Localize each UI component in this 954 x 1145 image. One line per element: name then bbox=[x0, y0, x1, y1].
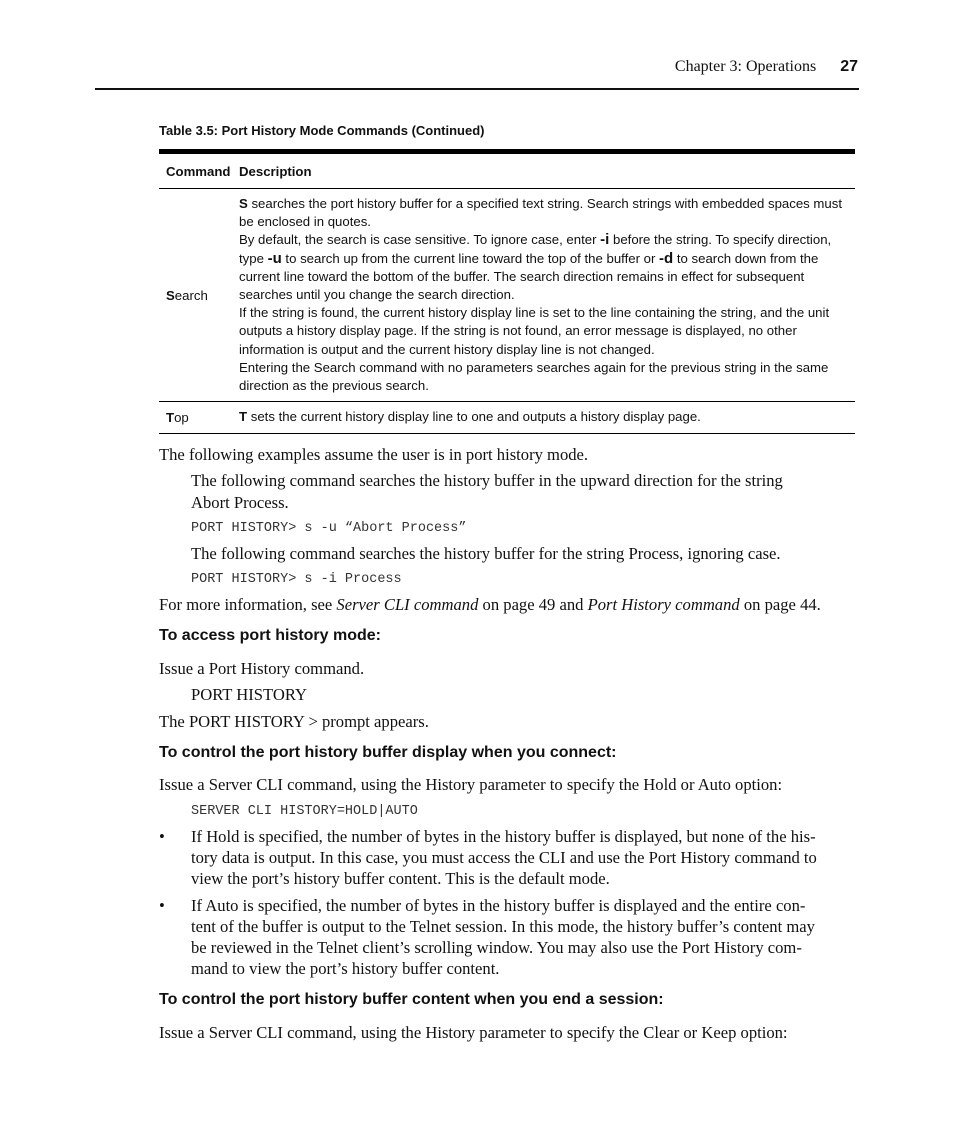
table-caption: Table 3.5: Port History Mode Commands (Continued) bbox=[159, 123, 485, 138]
text-run: searches the port history buffer for a specified text string. Search strings with embedded spaces must be enclosed in quotes. bbox=[239, 196, 843, 230]
bullet-text bbox=[191, 895, 859, 979]
bullet-line: view the port’s history buffer content. This is the default mode. bbox=[191, 869, 610, 888]
text-run: on page 49 and bbox=[478, 595, 588, 614]
header-command: Command bbox=[166, 163, 231, 179]
bold-term: S bbox=[239, 196, 248, 211]
command-rest: op bbox=[174, 410, 189, 425]
code-example: PORT HISTORY> s -u “Abort Process” bbox=[191, 521, 467, 536]
header-description: Description bbox=[239, 163, 312, 179]
table-row bbox=[159, 189, 855, 402]
page-header bbox=[675, 58, 858, 76]
body-paragraph: Abort Process. bbox=[191, 493, 289, 512]
bold-term: -i bbox=[600, 231, 610, 249]
text-run: before the string. To specify direction, type bbox=[239, 232, 832, 266]
header-rule bbox=[95, 88, 859, 90]
text-run: For more information, see bbox=[159, 595, 337, 614]
body-paragraph: Issue a Server CLI command, using the History parameter to specify the Hold or Auto option: bbox=[159, 775, 783, 794]
bullet-line: If Auto is specified, the number of bytes in the history buffer is displayed and the entire con- bbox=[191, 896, 806, 915]
body-paragraph: Issue a Port History command. bbox=[159, 659, 365, 678]
bullet-item bbox=[159, 895, 859, 979]
description-paragraph bbox=[239, 408, 701, 426]
text-run: sets the current history display line to one and outputs a history display page. bbox=[247, 409, 701, 425]
description-paragraph bbox=[239, 359, 849, 395]
bullet-line: be reviewed in the Telnet client’s scrolling window. You may also use the Port History com- bbox=[191, 938, 802, 957]
section-heading: To control the port history buffer display when you connect: bbox=[159, 744, 617, 761]
cross-reference: Server CLI command bbox=[336, 595, 479, 614]
description-cell bbox=[239, 189, 855, 401]
bold-term: -d bbox=[659, 249, 674, 267]
bullet-line: tory data is output. In this case, you must access the CLI and use the Port History command to bbox=[191, 848, 817, 867]
bullet-marker: • bbox=[159, 827, 165, 846]
command-cell bbox=[159, 402, 239, 433]
table-header-row bbox=[159, 154, 855, 189]
body-paragraph: The following command searches the history buffer in the upward direction for the string bbox=[191, 471, 783, 490]
body-paragraph: The PORT HISTORY > prompt appears. bbox=[159, 712, 429, 731]
body-paragraph: The following examples assume the user is in port history mode. bbox=[159, 445, 589, 464]
description-cell bbox=[239, 402, 855, 433]
bullet-text bbox=[191, 826, 859, 889]
description-paragraph bbox=[239, 231, 849, 304]
section-heading: To access port history mode: bbox=[159, 627, 381, 644]
code-example: SERVER CLI HISTORY=HOLD|AUTO bbox=[191, 804, 418, 819]
description-paragraph bbox=[239, 304, 849, 359]
text-run: Entering the Search command with no parameters searches again for the previous string in the same direction as the previous search. bbox=[239, 359, 829, 394]
command-initial: S bbox=[166, 287, 175, 303]
command-cell bbox=[159, 189, 239, 401]
bullet-marker: • bbox=[159, 896, 165, 915]
bullet-line: If Hold is specified, the number of bytes in the history buffer is displayed, but none of the his- bbox=[191, 827, 816, 846]
bold-term: T bbox=[239, 409, 248, 425]
bullet-line: tent of the buffer is output to the Telnet session. In this mode, the history buffer’s content may bbox=[191, 917, 815, 936]
chapter-title: Chapter 3: Operations bbox=[674, 58, 817, 75]
table-row bbox=[159, 402, 855, 434]
section-heading: To control the port history buffer content when you end a session: bbox=[159, 991, 664, 1008]
commands-table bbox=[159, 149, 855, 434]
body-paragraph: The following command searches the history buffer for the string Process, ignoring case. bbox=[191, 544, 781, 563]
cross-reference: Port History command bbox=[587, 595, 740, 614]
page-number: 27 bbox=[840, 58, 858, 75]
text-run: If the string is found, the current history display line is set to the line containing the string, and the unit outputs a history display page. If the string is not found, an error message is displayed, no other information is output and the current history display line is not changed. bbox=[239, 305, 830, 357]
command-text: PORT HISTORY bbox=[191, 685, 307, 704]
text-run: to search down from the current line toward the bottom of the buffer. The search direction remains in effect for subsequent searches until you change the search direction. bbox=[239, 250, 819, 303]
code-example: PORT HISTORY> s -i Process bbox=[191, 572, 402, 587]
text-run: By default, the search is case sensitive. To ignore case, enter bbox=[239, 232, 601, 248]
command-initial: T bbox=[166, 410, 175, 425]
bullet-line: mand to view the port’s history buffer content. bbox=[191, 959, 500, 978]
text-run: to search up from the current line toward the top of the buffer or bbox=[281, 250, 660, 266]
bold-term: -u bbox=[267, 249, 282, 267]
text-run: on page 44. bbox=[739, 595, 821, 614]
body-paragraph: Issue a Server CLI command, using the History parameter to specify the Clear or Keep option: bbox=[159, 1023, 788, 1042]
bullet-item bbox=[159, 826, 859, 889]
body-paragraph bbox=[159, 594, 821, 615]
command-rest: earch bbox=[174, 287, 208, 303]
description-paragraph bbox=[239, 195, 849, 231]
